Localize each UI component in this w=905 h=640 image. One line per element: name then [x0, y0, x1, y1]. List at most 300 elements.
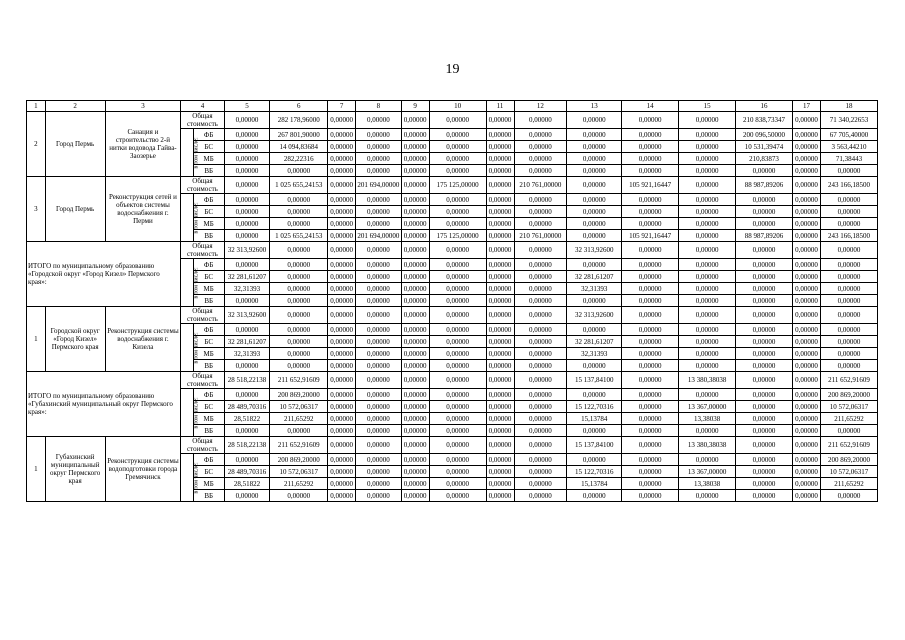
value-cell: 0,00000	[736, 490, 793, 502]
value-cell: 0,00000	[514, 348, 567, 360]
funding-source-label: ВБ	[193, 425, 224, 437]
value-cell: 0,00000	[486, 307, 514, 324]
value-cell: 0,00000	[224, 194, 270, 206]
value-cell: 0,00000	[356, 348, 402, 360]
value-cell: 0,00000	[356, 336, 402, 348]
value-cell: 201 694,00000	[356, 177, 402, 194]
value-cell: 0,00000	[679, 454, 736, 466]
value-cell: 0,00000	[401, 389, 429, 401]
column-number-cell: 9	[401, 101, 429, 112]
value-cell: 0,00000	[679, 283, 736, 295]
value-cell: 0,00000	[429, 259, 486, 271]
value-cell: 1 025 655,24153	[270, 177, 328, 194]
value-cell: 0,00000	[429, 206, 486, 218]
value-cell: 0,00000	[486, 401, 514, 413]
value-cell: 0,00000	[514, 165, 567, 177]
value-cell: 0,00000	[679, 242, 736, 259]
value-cell: 32 281,61207	[224, 271, 270, 283]
value-cell: 0,00000	[820, 165, 877, 177]
funding-source-label: ФБ	[193, 259, 224, 271]
value-cell: 0,00000	[820, 295, 877, 307]
value-cell: 0,00000	[792, 271, 820, 283]
value-cell: 0,00000	[224, 324, 270, 336]
funding-source-label: ФБ	[193, 454, 224, 466]
column-number-cell: 4	[181, 101, 224, 112]
value-cell: 0,00000	[792, 295, 820, 307]
column-number-cell: 10	[429, 101, 486, 112]
funding-source-label: ВБ	[193, 165, 224, 177]
value-cell: 0,00000	[622, 307, 679, 324]
value-cell: 0,00000	[622, 490, 679, 502]
value-cell: 0,00000	[429, 165, 486, 177]
value-cell: 0,00000	[401, 307, 429, 324]
value-cell: 0,00000	[429, 153, 486, 165]
value-cell: 0,00000	[514, 153, 567, 165]
value-cell: 32 281,61207	[224, 336, 270, 348]
table-row	[27, 307, 878, 324]
value-cell: 0,00000	[270, 295, 328, 307]
value-cell: 0,00000	[270, 271, 328, 283]
including-label: в том числе:	[193, 397, 200, 429]
value-cell: 0,00000	[792, 206, 820, 218]
value-cell: 0,00000	[486, 141, 514, 153]
total-title-cell: ИТОГО по муниципальному образованию «Городской округ «Город Кизел» Пермского края»:	[27, 242, 181, 307]
value-cell: 0,00000	[792, 259, 820, 271]
value-cell: 32 281,61207	[567, 271, 622, 283]
including-label: в том числе:	[193, 462, 200, 494]
value-cell: 0,00000	[736, 194, 793, 206]
value-cell: 0,00000	[486, 389, 514, 401]
value-cell: 0,00000	[328, 478, 356, 490]
value-cell: 0,00000	[328, 165, 356, 177]
value-cell: 0,00000	[401, 153, 429, 165]
value-cell: 0,00000	[224, 206, 270, 218]
value-cell: 0,00000	[679, 324, 736, 336]
value-cell: 0,00000	[679, 295, 736, 307]
value-cell: 0,00000	[224, 389, 270, 401]
value-cell: 0,00000	[820, 218, 877, 230]
including-label-cell	[181, 259, 200, 307]
value-cell: 0,00000	[401, 177, 429, 194]
value-cell: 71,38443	[820, 153, 877, 165]
page-number: 19	[445, 62, 460, 77]
value-cell: 0,00000	[792, 112, 820, 129]
value-cell: 0,00000	[792, 283, 820, 295]
project-name-cell: Реконструкция системы водоснабжения г. Кизела	[105, 307, 181, 372]
value-cell: 0,00000	[736, 324, 793, 336]
value-cell: 211,65292	[270, 478, 328, 490]
value-cell: 0,00000	[622, 165, 679, 177]
funding-source-label: МБ	[193, 283, 224, 295]
value-cell: 0,00000	[401, 283, 429, 295]
value-cell: 0,00000	[328, 283, 356, 295]
value-cell: 15 137,84100	[567, 372, 622, 389]
value-cell: 200 869,20000	[270, 454, 328, 466]
row-number-cell: 3	[27, 177, 46, 242]
value-cell: 0,00000	[224, 259, 270, 271]
value-cell: 0,00000	[429, 401, 486, 413]
value-cell: 0,00000	[567, 389, 622, 401]
value-cell: 0,00000	[401, 194, 429, 206]
value-cell: 0,00000	[736, 413, 793, 425]
including-label: в том числе:	[193, 332, 200, 364]
value-cell: 0,00000	[820, 490, 877, 502]
value-cell: 0,00000	[356, 194, 402, 206]
funding-source-label: БС	[193, 401, 224, 413]
value-cell: 0,00000	[356, 129, 402, 141]
value-cell: 0,00000	[429, 348, 486, 360]
value-cell: 0,00000	[679, 177, 736, 194]
value-cell: 0,00000	[224, 153, 270, 165]
value-cell: 210 838,73347	[736, 112, 793, 129]
value-cell: 211 652,91609	[270, 437, 328, 454]
value-cell: 0,00000	[567, 490, 622, 502]
value-cell: 0,00000	[622, 336, 679, 348]
value-cell: 0,00000	[622, 206, 679, 218]
value-cell: 0,00000	[736, 437, 793, 454]
value-cell: 0,00000	[224, 165, 270, 177]
value-cell: 0,00000	[401, 413, 429, 425]
value-cell: 0,00000	[679, 153, 736, 165]
value-cell: 0,00000	[401, 295, 429, 307]
value-cell: 0,00000	[792, 401, 820, 413]
value-cell: 0,00000	[486, 259, 514, 271]
value-cell: 0,00000	[356, 153, 402, 165]
value-cell: 0,00000	[736, 242, 793, 259]
value-cell: 0,00000	[486, 336, 514, 348]
value-cell: 0,00000	[622, 425, 679, 437]
value-cell: 0,00000	[270, 206, 328, 218]
value-cell: 15,13784	[567, 413, 622, 425]
value-cell: 0,00000	[429, 425, 486, 437]
value-cell: 0,00000	[328, 437, 356, 454]
value-cell: 0,00000	[429, 413, 486, 425]
value-cell: 0,00000	[792, 413, 820, 425]
column-number-cell: 13	[567, 101, 622, 112]
value-cell: 13 380,38038	[679, 372, 736, 389]
value-cell: 282,22316	[270, 153, 328, 165]
value-cell: 211 652,91609	[820, 372, 877, 389]
value-cell: 0,00000	[486, 129, 514, 141]
value-cell: 32,31393	[567, 348, 622, 360]
value-cell: 0,00000	[792, 454, 820, 466]
value-cell: 0,00000	[328, 230, 356, 242]
value-cell: 0,00000	[328, 307, 356, 324]
value-cell: 0,00000	[429, 271, 486, 283]
column-number-cell: 2	[45, 101, 105, 112]
value-cell: 0,00000	[401, 165, 429, 177]
row-number-cell: 1	[27, 307, 46, 372]
funding-source-label: ВБ	[193, 490, 224, 502]
value-cell: 0,00000	[328, 129, 356, 141]
value-cell: 0,00000	[567, 177, 622, 194]
value-cell: 0,00000	[224, 295, 270, 307]
value-cell: 0,00000	[622, 466, 679, 478]
value-cell: 0,00000	[792, 372, 820, 389]
value-cell: 0,00000	[486, 153, 514, 165]
value-cell: 0,00000	[820, 348, 877, 360]
value-cell: 0,00000	[270, 259, 328, 271]
value-cell: 0,00000	[328, 372, 356, 389]
value-cell: 0,00000	[622, 259, 679, 271]
value-cell: 0,00000	[401, 454, 429, 466]
value-cell: 0,00000	[514, 437, 567, 454]
value-cell: 0,00000	[820, 425, 877, 437]
value-cell: 0,00000	[736, 336, 793, 348]
value-cell: 28 518,22138	[224, 437, 270, 454]
value-cell: 0,00000	[679, 307, 736, 324]
value-cell: 0,00000	[328, 360, 356, 372]
value-cell: 0,00000	[820, 283, 877, 295]
value-cell: 0,00000	[736, 218, 793, 230]
value-cell: 0,00000	[486, 413, 514, 425]
funding-source-label: МБ	[193, 413, 224, 425]
value-cell: 13 367,00000	[679, 466, 736, 478]
value-cell: 0,00000	[567, 129, 622, 141]
value-cell: 0,00000	[486, 324, 514, 336]
value-cell: 0,00000	[679, 348, 736, 360]
value-cell: 0,00000	[356, 295, 402, 307]
value-cell: 15 122,70316	[567, 401, 622, 413]
total-cost-label: Общая стоимость	[181, 372, 224, 389]
value-cell: 0,00000	[679, 141, 736, 153]
funding-source-label: БС	[193, 141, 224, 153]
value-cell: 28 489,70316	[224, 401, 270, 413]
value-cell: 0,00000	[356, 478, 402, 490]
value-cell: 0,00000	[328, 336, 356, 348]
column-number-cell: 11	[486, 101, 514, 112]
value-cell: 0,00000	[356, 218, 402, 230]
value-cell: 0,00000	[820, 336, 877, 348]
value-cell: 0,00000	[356, 283, 402, 295]
value-cell: 0,00000	[514, 259, 567, 271]
value-cell: 0,00000	[429, 490, 486, 502]
value-cell: 10 572,06317	[820, 401, 877, 413]
value-cell: 200 869,20000	[820, 454, 877, 466]
value-cell: 0,00000	[356, 206, 402, 218]
funding-source-label: МБ	[193, 478, 224, 490]
value-cell: 0,00000	[270, 307, 328, 324]
value-cell: 0,00000	[328, 324, 356, 336]
value-cell: 0,00000	[356, 271, 402, 283]
value-cell: 0,00000	[736, 165, 793, 177]
value-cell: 201 694,00000	[357, 231, 400, 240]
value-cell: 0,00000	[224, 490, 270, 502]
value-cell: 0,00000	[486, 112, 514, 129]
value-cell: 10 572,06317	[270, 401, 328, 413]
value-cell: 0,00000	[328, 389, 356, 401]
total-cost-label: Общая стоимость	[181, 307, 224, 324]
value-cell: 0,00000	[514, 360, 567, 372]
value-cell: 0,00000	[401, 372, 429, 389]
value-cell: 0,00000	[486, 490, 514, 502]
value-cell: 0,00000	[328, 141, 356, 153]
value-cell: 0,00000	[792, 425, 820, 437]
value-cell: 211,65292	[820, 478, 877, 490]
project-name-cell: Реконструкция сетей и объектов системы водоснабжения г. Перми	[105, 177, 181, 242]
value-cell: 0,00000	[328, 466, 356, 478]
value-cell: 0,00000	[622, 348, 679, 360]
value-cell: 211,65292	[820, 413, 877, 425]
value-cell: 0,00000	[567, 206, 622, 218]
value-cell: 0,00000	[679, 230, 736, 242]
value-cell: 0,00000	[356, 165, 402, 177]
value-cell: 88 987,89206	[736, 177, 793, 194]
value-cell: 0,00000	[679, 206, 736, 218]
value-cell: 0,00000	[679, 336, 736, 348]
funding-table	[26, 100, 878, 502]
value-cell: 0,00000	[429, 129, 486, 141]
value-cell: 0,00000	[792, 141, 820, 153]
value-cell: 210 761,00000	[514, 230, 567, 242]
value-cell: 0,00000	[736, 454, 793, 466]
value-cell: 0,00000	[792, 490, 820, 502]
column-number-cell: 15	[679, 101, 736, 112]
value-cell: 0,00000	[401, 478, 429, 490]
value-cell: 0,00000	[356, 401, 402, 413]
value-cell: 0,00000	[486, 466, 514, 478]
value-cell: 0,00000	[356, 307, 402, 324]
value-cell: 13 380,38038	[679, 437, 736, 454]
value-cell: 0,00000	[486, 206, 514, 218]
municipality-cell: Городской округ «Город Кизел» Пермского края	[45, 307, 105, 372]
value-cell: 0,00000	[429, 437, 486, 454]
value-cell: 0,00000	[622, 360, 679, 372]
value-cell: 0,00000	[622, 129, 679, 141]
value-cell: 0,00000	[792, 348, 820, 360]
value-cell: 15,13784	[567, 478, 622, 490]
value-cell: 0,00000	[820, 194, 877, 206]
value-cell: 13 367,00000	[679, 401, 736, 413]
value-cell: 67 705,40000	[820, 129, 877, 141]
value-cell: 0,00000	[514, 218, 567, 230]
table-row	[27, 242, 878, 259]
funding-source-label: ФБ	[193, 129, 224, 141]
value-cell: 0,00000	[429, 307, 486, 324]
value-cell: 0,00000	[792, 437, 820, 454]
value-cell: 0,00000	[401, 218, 429, 230]
value-cell: 0,00000	[567, 324, 622, 336]
value-cell: 0,00000	[328, 413, 356, 425]
value-cell: 175 125,00000	[429, 177, 486, 194]
column-number-cell: 8	[356, 101, 402, 112]
value-cell: 200 096,50000	[736, 129, 793, 141]
value-cell: 0,00000	[622, 454, 679, 466]
value-cell: 0,00000	[486, 295, 514, 307]
value-cell: 243 166,18500	[820, 230, 877, 242]
value-cell: 0,00000	[429, 336, 486, 348]
table-row	[27, 177, 878, 194]
value-cell: 0,00000	[270, 348, 328, 360]
value-cell: 0,00000	[429, 478, 486, 490]
funding-source-label: ВБ	[193, 295, 224, 307]
column-number-cell: 14	[622, 101, 679, 112]
value-cell: 15 137,84100	[567, 437, 622, 454]
value-cell: 0,00000	[792, 360, 820, 372]
value-cell: 14 094,83684	[270, 141, 328, 153]
value-cell: 0,00000	[401, 230, 429, 242]
value-cell: 0,00000	[224, 230, 270, 242]
value-cell: 0,00000	[514, 141, 567, 153]
funding-source-label: ВБ	[193, 230, 224, 242]
value-cell: 0,00000	[792, 165, 820, 177]
value-cell: 0,00000	[270, 324, 328, 336]
value-cell: 0,00000	[429, 242, 486, 259]
value-cell: 211 652,91609	[820, 437, 877, 454]
value-cell: 0,00000	[567, 425, 622, 437]
value-cell: 32,31393	[567, 283, 622, 295]
value-cell: 0,00000	[356, 389, 402, 401]
value-cell: 0,00000	[792, 177, 820, 194]
value-cell: 0,00000	[792, 230, 820, 242]
value-cell: 0,00000	[429, 454, 486, 466]
value-cell: 0,00000	[736, 372, 793, 389]
value-cell: 10 572,06317	[270, 466, 328, 478]
funding-source-label: БС	[193, 206, 224, 218]
value-cell: 0,00000	[679, 112, 736, 129]
value-cell: 0,00000	[792, 307, 820, 324]
value-cell: 210,83873	[736, 153, 793, 165]
column-number-cell: 6	[270, 101, 328, 112]
value-cell: 0,00000	[328, 218, 356, 230]
total-cost-label: Общая стоимость	[181, 242, 224, 259]
row-number-cell: 1	[27, 437, 46, 502]
value-cell: 0,00000	[820, 242, 877, 259]
value-cell: 0,00000	[514, 466, 567, 478]
value-cell: 0,00000	[356, 490, 402, 502]
value-cell: 0,00000	[429, 372, 486, 389]
value-cell: 0,00000	[820, 271, 877, 283]
value-cell: 0,00000	[328, 194, 356, 206]
value-cell: 0,00000	[429, 360, 486, 372]
value-cell: 0,00000	[736, 348, 793, 360]
value-cell: 28,51822	[224, 413, 270, 425]
value-cell: 0,00000	[270, 218, 328, 230]
value-cell: 0,00000	[356, 324, 402, 336]
value-cell: 0,00000	[622, 372, 679, 389]
value-cell: 0,00000	[567, 454, 622, 466]
value-cell: 0,00000	[514, 271, 567, 283]
value-cell: 0,00000	[401, 324, 429, 336]
value-cell: 0,00000	[486, 478, 514, 490]
funding-source-label: БС	[193, 466, 224, 478]
including-label: в том числе:	[193, 137, 200, 169]
value-cell: 32 313,92600	[224, 307, 270, 324]
value-cell: 0,00000	[356, 112, 402, 129]
value-cell: 0,00000	[486, 242, 514, 259]
value-cell: 0,00000	[270, 425, 328, 437]
value-cell: 0,00000	[736, 401, 793, 413]
value-cell: 0,00000	[679, 425, 736, 437]
value-cell: 0,00000	[514, 129, 567, 141]
column-number-cell: 18	[820, 101, 877, 112]
value-cell: 0,00000	[622, 153, 679, 165]
table-row	[27, 437, 878, 454]
including-label-cell	[181, 389, 200, 437]
value-cell: 0,00000	[622, 112, 679, 129]
value-cell: 200 869,20000	[270, 389, 328, 401]
value-cell: 0,00000	[736, 307, 793, 324]
value-cell: 0,00000	[514, 413, 567, 425]
value-cell: 0,00000	[820, 324, 877, 336]
value-cell: 0,00000	[356, 425, 402, 437]
value-cell: 0,00000	[486, 437, 514, 454]
value-cell: 0,00000	[328, 454, 356, 466]
total-cost-label: Общая стоимость	[181, 437, 224, 454]
value-cell: 0,00000	[736, 271, 793, 283]
value-cell: 211 652,91609	[270, 372, 328, 389]
value-cell: 15 122,70316	[567, 466, 622, 478]
